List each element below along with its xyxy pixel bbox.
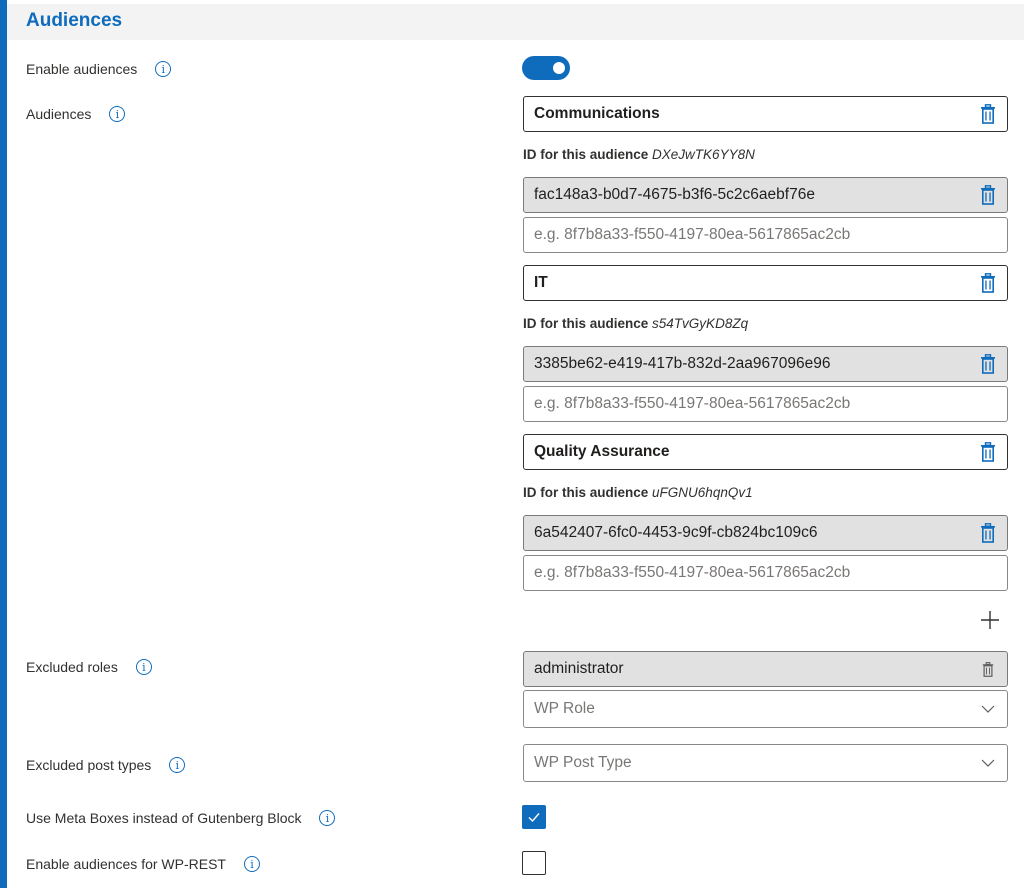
excluded-post-types-label: Excluded post types bbox=[26, 757, 152, 773]
audience-id-prefix: ID for this audience bbox=[523, 316, 649, 331]
audiences-label: Audiences bbox=[26, 106, 92, 122]
chevron-down-icon bbox=[979, 754, 997, 772]
enable-wp-rest-checkbox[interactable] bbox=[522, 851, 546, 875]
audience-group-placeholder: e.g. 8f7b8a33-f550-4197-80ea-5617865ac2cb bbox=[534, 395, 851, 412]
excluded-roles-row bbox=[26, 656, 152, 678]
enable-wp-rest-label: Enable audiences for WP-REST bbox=[26, 856, 226, 872]
audience-group-placeholder: e.g. 8f7b8a33-f550-4197-80ea-5617865ac2cb bbox=[534, 226, 851, 243]
chevron-down-icon bbox=[979, 700, 997, 718]
audience-group-input[interactable] bbox=[523, 386, 1008, 422]
audience-group-placeholder: e.g. 8f7b8a33-f550-4197-80ea-5617865ac2cb bbox=[534, 564, 851, 581]
audiences-row bbox=[26, 103, 125, 125]
enable-audiences-label: Enable audiences bbox=[26, 61, 138, 77]
use-meta-boxes-label: Use Meta Boxes instead of Gutenberg Block bbox=[26, 810, 302, 826]
info-icon[interactable]: i bbox=[244, 856, 260, 872]
audience-group-value: 3385be62-e419-417b-832d-2aa967096e96 bbox=[534, 355, 831, 372]
use-meta-boxes-checkbox[interactable] bbox=[522, 805, 546, 829]
section-header bbox=[7, 4, 1024, 40]
enable-audiences-row bbox=[26, 58, 171, 80]
trash-icon[interactable] bbox=[979, 442, 997, 462]
wp-role-dropdown[interactable] bbox=[523, 690, 1008, 728]
audience-id-value: DXeJwTK6YY8N bbox=[652, 147, 755, 162]
audience-group-value: 6a542407-6fc0-4453-9c9f-cb824bc109c6 bbox=[534, 524, 818, 541]
toggle-knob bbox=[553, 62, 565, 74]
audience-group-value: fac148a3-b0d7-4675-b3f6-5c2c6aebf76e bbox=[534, 186, 815, 203]
audience-id-line bbox=[523, 147, 755, 162]
excluded-post-types-row bbox=[26, 754, 185, 776]
plus-icon[interactable] bbox=[978, 608, 1002, 632]
enable-wp-rest-row bbox=[26, 853, 260, 875]
info-icon[interactable]: i bbox=[109, 106, 125, 122]
audience-group-field[interactable] bbox=[523, 346, 1008, 382]
info-icon[interactable]: i bbox=[169, 757, 185, 773]
audience-name-value: Communications bbox=[534, 105, 660, 122]
audience-id-prefix: ID for this audience bbox=[523, 147, 649, 162]
enable-audiences-toggle[interactable] bbox=[522, 56, 570, 80]
trash-icon[interactable] bbox=[979, 523, 997, 543]
wp-post-type-dropdown[interactable] bbox=[523, 744, 1008, 782]
audience-id-line bbox=[523, 316, 748, 331]
trash-icon[interactable] bbox=[979, 273, 997, 293]
audience-name-value: Quality Assurance bbox=[534, 443, 670, 460]
audience-group-field[interactable] bbox=[523, 515, 1008, 551]
audience-id-value: s54TvGyKD8Zq bbox=[652, 316, 749, 331]
audience-group-input[interactable] bbox=[523, 555, 1008, 591]
audience-id-prefix: ID for this audience bbox=[523, 485, 649, 500]
audience-group-field[interactable] bbox=[523, 177, 1008, 213]
info-icon[interactable]: i bbox=[136, 659, 152, 675]
audience-name-field[interactable] bbox=[523, 96, 1008, 132]
audience-name-value: IT bbox=[534, 274, 548, 291]
trash-icon[interactable] bbox=[979, 354, 997, 374]
trash-icon[interactable] bbox=[979, 659, 997, 679]
info-icon[interactable]: i bbox=[319, 810, 335, 826]
use-meta-boxes-row bbox=[26, 807, 335, 829]
excluded-roles-label: Excluded roles bbox=[26, 659, 118, 675]
info-icon[interactable]: i bbox=[155, 61, 171, 77]
audience-name-field[interactable] bbox=[523, 434, 1008, 470]
excluded-role-value: administrator bbox=[534, 660, 624, 677]
audience-group-input[interactable] bbox=[523, 217, 1008, 253]
section-title: Audiences bbox=[26, 10, 123, 31]
trash-icon[interactable] bbox=[979, 185, 997, 205]
wp-post-type-placeholder: WP Post Type bbox=[534, 754, 632, 771]
audience-id-line bbox=[523, 485, 753, 500]
trash-icon[interactable] bbox=[979, 104, 997, 124]
audience-id-value: uFGNU6hqnQv1 bbox=[652, 485, 753, 500]
checkmark-icon bbox=[527, 810, 541, 824]
left-accent-bar bbox=[0, 0, 7, 888]
excluded-role-chip[interactable] bbox=[523, 651, 1008, 687]
wp-role-placeholder: WP Role bbox=[534, 700, 595, 717]
audience-name-field[interactable] bbox=[523, 265, 1008, 301]
